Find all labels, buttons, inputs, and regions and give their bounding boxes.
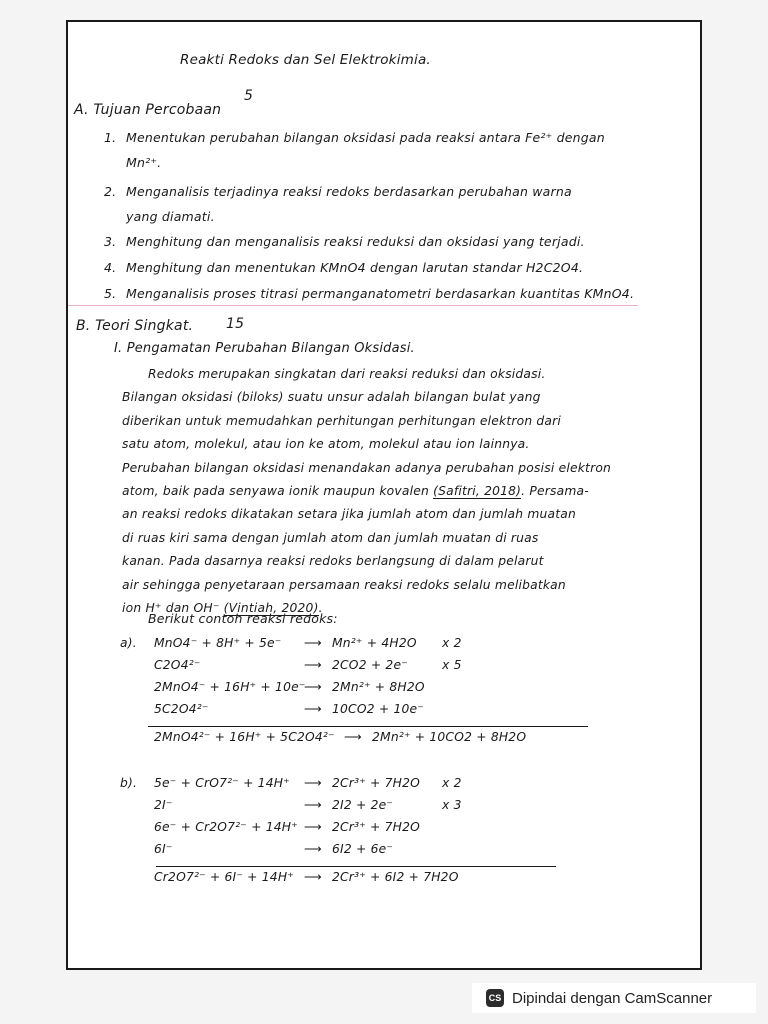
equation-row: a). MnO4⁻ + 8H⁺ + 5e⁻ ⟶ Mn²⁺ + 4H2O x 2: [120, 636, 462, 650]
objective-text: Menganalisis proses titrasi permanganatometri berdasarkan kuantitas KMnO4.: [126, 286, 635, 301]
equation-row: 5C2O4²⁻ ⟶ 10CO2 + 10e⁻: [154, 702, 424, 716]
paragraph-line: satu atom, molekul, atau ion ke atom, molekul atau ion lainnya.: [122, 437, 530, 452]
arrow-icon: ⟶: [304, 680, 322, 694]
arrow-icon: ⟶: [304, 870, 322, 884]
arrow-icon: ⟶: [304, 702, 322, 716]
equation-row: 2I⁻ ⟶ 2I2 + 2e⁻ x 3: [154, 798, 462, 812]
objective-continuation: Mn²⁺.: [126, 155, 162, 170]
citation: (Safitri, 2018): [433, 484, 522, 499]
arrow-icon: ⟶: [304, 820, 322, 834]
theory-subheading: I. Pengamatan Perubahan Bilangan Oksidasi.: [114, 341, 415, 356]
multiplier: x 2: [442, 776, 462, 790]
example-label: a).: [120, 636, 137, 650]
document-title: Reakti Redoks dan Sel Elektrokimia.: [180, 52, 431, 68]
equation-block-b: [120, 776, 500, 892]
section-a-heading: A. Tujuan Percobaan: [74, 102, 222, 118]
arrow-icon: ⟶: [344, 730, 362, 744]
objective-item: 3. Menghitung dan menganalisis reaksi reduksi dan oksidasi yang terjadi.: [104, 234, 585, 249]
objective-text: Menentukan perubahan bilangan oksidasi pada reaksi antara Fe²⁺ dengan: [126, 130, 605, 145]
multiplier: x 3: [442, 798, 462, 812]
multiplier: x 5: [442, 658, 462, 672]
objective-text: Menghitung dan menganalisis reaksi reduksi dan oksidasi yang terjadi.: [126, 234, 585, 249]
paragraph-line: kanan. Pada dasarnya reaksi redoks berlangsung di dalam pelarut: [122, 554, 544, 569]
paragraph-line: Bilangan oksidasi (biloks) suatu unsur adalah bilangan bulat yang: [122, 390, 541, 405]
sum-line: [148, 726, 588, 727]
theory-paragraph: [122, 363, 682, 620]
objective-item: 1. Menentukan perubahan bilangan oksidasi pada reaksi antara Fe²⁺ dengan Mn²⁺.: [104, 125, 684, 175]
arrow-icon: ⟶: [304, 798, 322, 812]
objective-text: Menghitung dan menentukan KMnO4 dengan larutan standar H2C2O4.: [126, 260, 584, 275]
citation: (Vintiah, 2020): [223, 601, 319, 616]
section-b-score: 15: [226, 316, 245, 332]
watermark-text: Dipindai dengan CamScanner: [512, 989, 713, 1007]
example-label: b).: [120, 776, 138, 790]
paragraph-line: Perubahan bilangan oksidasi menandakan adanya perubahan posisi elektron: [122, 460, 612, 475]
paragraph-line: an reaksi redoks dikatakan setara jika jumlah atom dan jumlah muatan: [122, 507, 577, 522]
paragraph-line: Redoks merupakan singkatan dari reaksi reduksi dan oksidasi.: [148, 367, 546, 381]
equation-result: Cr2O7²⁻ + 6I⁻ + 14H⁺ ⟶ 2Cr³⁺ + 6I2 + 7H2O: [154, 870, 459, 884]
section-b-heading: B. Teori Singkat.: [76, 318, 194, 334]
equation-row: 6e⁻ + Cr2O7²⁻ + 14H⁺ ⟶ 2Cr³⁺ + 7H2O: [154, 820, 420, 834]
examples-title: Berikut contoh reaksi redoks:: [148, 611, 338, 626]
paragraph-line-with-citation: atom, baik pada senyawa ionik maupun kovalen (Safitri, 2018). Persama-: [122, 484, 589, 499]
multiplier: x 2: [442, 636, 462, 650]
objective-continuation: yang diamati.: [126, 209, 215, 224]
objective-item: 2. Menganalisis terjadinya reaksi redoks berdasarkan perubahan warna yang diamati.: [104, 179, 684, 229]
paragraph-line-with-citation: ion H⁺ dan OH⁻ (Vintiah, 2020).: [122, 601, 323, 616]
paragraph-line: air sehingga penyetaraan persamaan reaksi redoks selalu melibatkan: [122, 577, 566, 592]
objective-text: Menganalisis terjadinya reaksi redoks berdasarkan perubahan warna: [126, 184, 572, 199]
section-divider: [68, 305, 638, 306]
equation-row: C2O4²⁻ ⟶ 2CO2 + 2e⁻ x 5: [154, 658, 462, 672]
sum-line: [156, 866, 556, 867]
equation-row: 6I⁻ ⟶ 6I2 + 6e⁻: [154, 842, 394, 856]
paragraph-line: di ruas kiri sama dengan jumlah atom dan jumlah muatan di ruas: [122, 530, 539, 545]
equation-row: b). 5e⁻ + CrO7²⁻ + 14H⁺ ⟶ 2Cr³⁺ + 7H2O x 2: [120, 776, 462, 790]
objective-item: 4. Menghitung dan menentukan KMnO4 dengan larutan standar H2C2O4.: [104, 260, 584, 275]
arrow-icon: ⟶: [304, 658, 322, 672]
arrow-icon: ⟶: [304, 776, 322, 790]
objectives-list: [104, 125, 684, 307]
camscanner-logo-icon: CS: [486, 989, 504, 1007]
camscanner-watermark: [472, 983, 756, 1013]
equation-result: 2MnO4²⁻ + 16H⁺ + 5C2O4²⁻ ⟶ 2Mn²⁺ + 10CO2 + 8H2O: [154, 730, 527, 744]
notebook-page: [66, 20, 702, 970]
section-a-score: 5: [244, 88, 254, 104]
paragraph-line: diberikan untuk memudahkan perhitungan perhitungan elektron dari: [122, 413, 562, 428]
arrow-icon: ⟶: [304, 842, 322, 856]
arrow-icon: ⟶: [304, 636, 322, 650]
equation-block-a: [120, 636, 527, 752]
objective-item: 5. Menganalisis proses titrasi permanganatometri berdasarkan kuantitas KMnO4.: [104, 286, 635, 301]
equation-row: 2MnO4⁻ + 16H⁺ + 10e⁻ ⟶ 2Mn²⁺ + 8H2O: [154, 680, 425, 694]
